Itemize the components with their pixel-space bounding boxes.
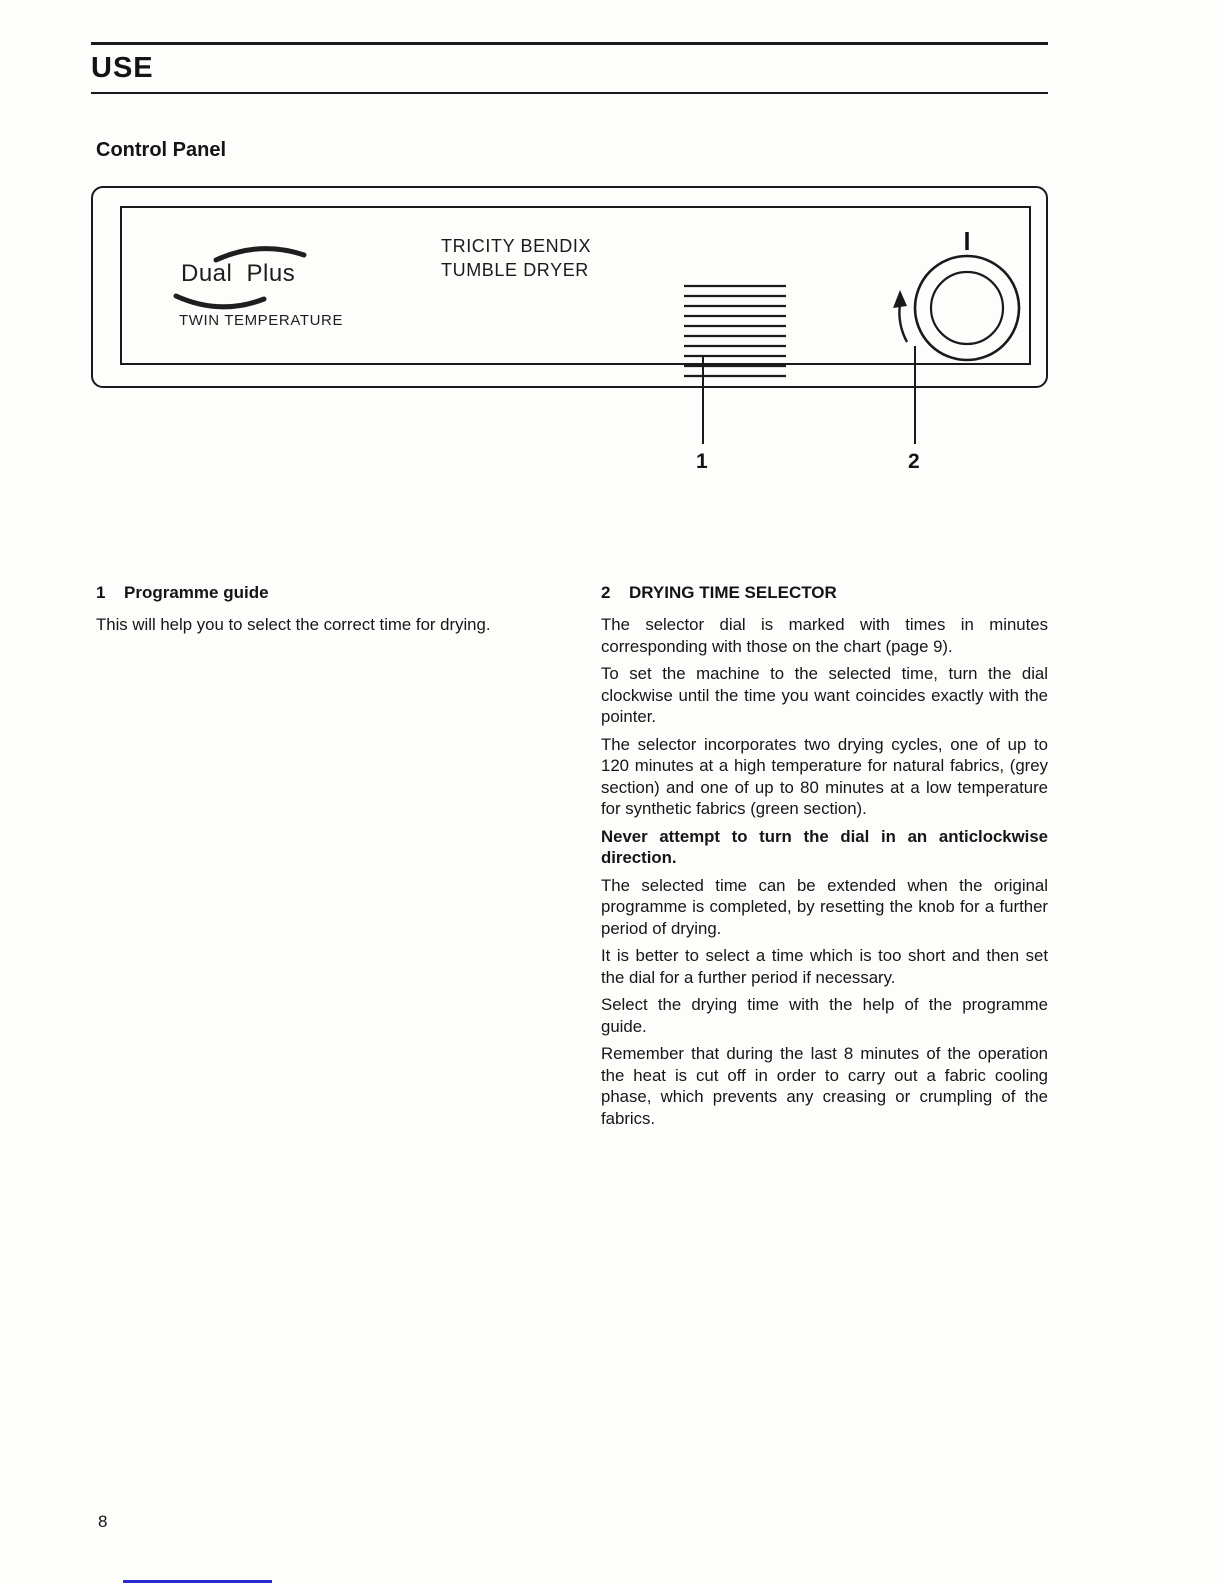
paragraph: To set the machine to the selected time, turn the dial clockwise until the time you want coincides exactly with the pointer. [601, 664, 1048, 726]
brand-line-1: TRICITY BENDIX [441, 236, 592, 256]
twin-temperature-label: TWIN TEMPERATURE [179, 312, 344, 329]
paragraph: It is better to select a time which is too short and then set the dial for a further period if necessary. [601, 946, 1048, 987]
section-programme-guide [96, 583, 544, 642]
divider-under-title [91, 92, 1048, 94]
callout-line-1 [702, 356, 704, 444]
callout-label-1: 1 [696, 450, 708, 473]
section-drying-time-selector [601, 583, 1048, 1135]
divider-top [91, 42, 1048, 45]
heading-text: DRYING TIME SELECTOR [629, 583, 837, 602]
paragraph: The selector dial is marked with times in minutes corresponding with those on the chart (page 9). [601, 615, 1048, 656]
page-title: USE [91, 52, 154, 84]
callout-label-2: 2 [908, 450, 920, 473]
programme-guide-heading [96, 583, 544, 603]
page-number: 8 [98, 1512, 108, 1531]
brand-line-2: TUMBLE DRYER [441, 260, 589, 280]
scan-artifact-line [123, 1580, 272, 1583]
paragraph: The selected time can be extended when the original programme is completed, by resetting the knob for a further period of drying. [601, 875, 1048, 938]
programme-guide-body: This will help you to select the correct time for drying. [96, 615, 491, 634]
drying-time-selector-dial[interactable] [866, 230, 1036, 370]
heading-text: Programme guide [124, 583, 269, 602]
paragraph: Select the drying time with the help of the programme guide. [601, 995, 1048, 1036]
paragraph: The selector incorporates two drying cycles, one of up to 120 minutes at a high temperature for natural fabrics, (grey section) and one of up to 80 minutes at a low temperature for synthetic fabrics (green section). [601, 734, 1048, 818]
control-panel-fascia [120, 206, 1031, 365]
paragraph: Remember that during the last 8 minutes of the operation the heat is cut off in order to carry out a fabric cooling phase, which prevents any creasing or crumpling of the fabrics. [601, 1044, 1048, 1128]
brand-name [441, 234, 591, 282]
heading-number: 2 [601, 583, 611, 602]
brand-logo-dual-plus: Dual Plus [181, 260, 296, 287]
drying-time-selector-heading [601, 583, 1048, 603]
warning-paragraph: Never attempt to turn the dial in an anticlockwise direction. [601, 826, 1048, 867]
control-panel-diagram [91, 186, 1048, 388]
callout-line-2 [914, 346, 916, 444]
subsection-title: Control Panel [96, 139, 227, 161]
heading-number: 1 [96, 583, 106, 602]
programme-guide-chart-icon [682, 284, 788, 378]
